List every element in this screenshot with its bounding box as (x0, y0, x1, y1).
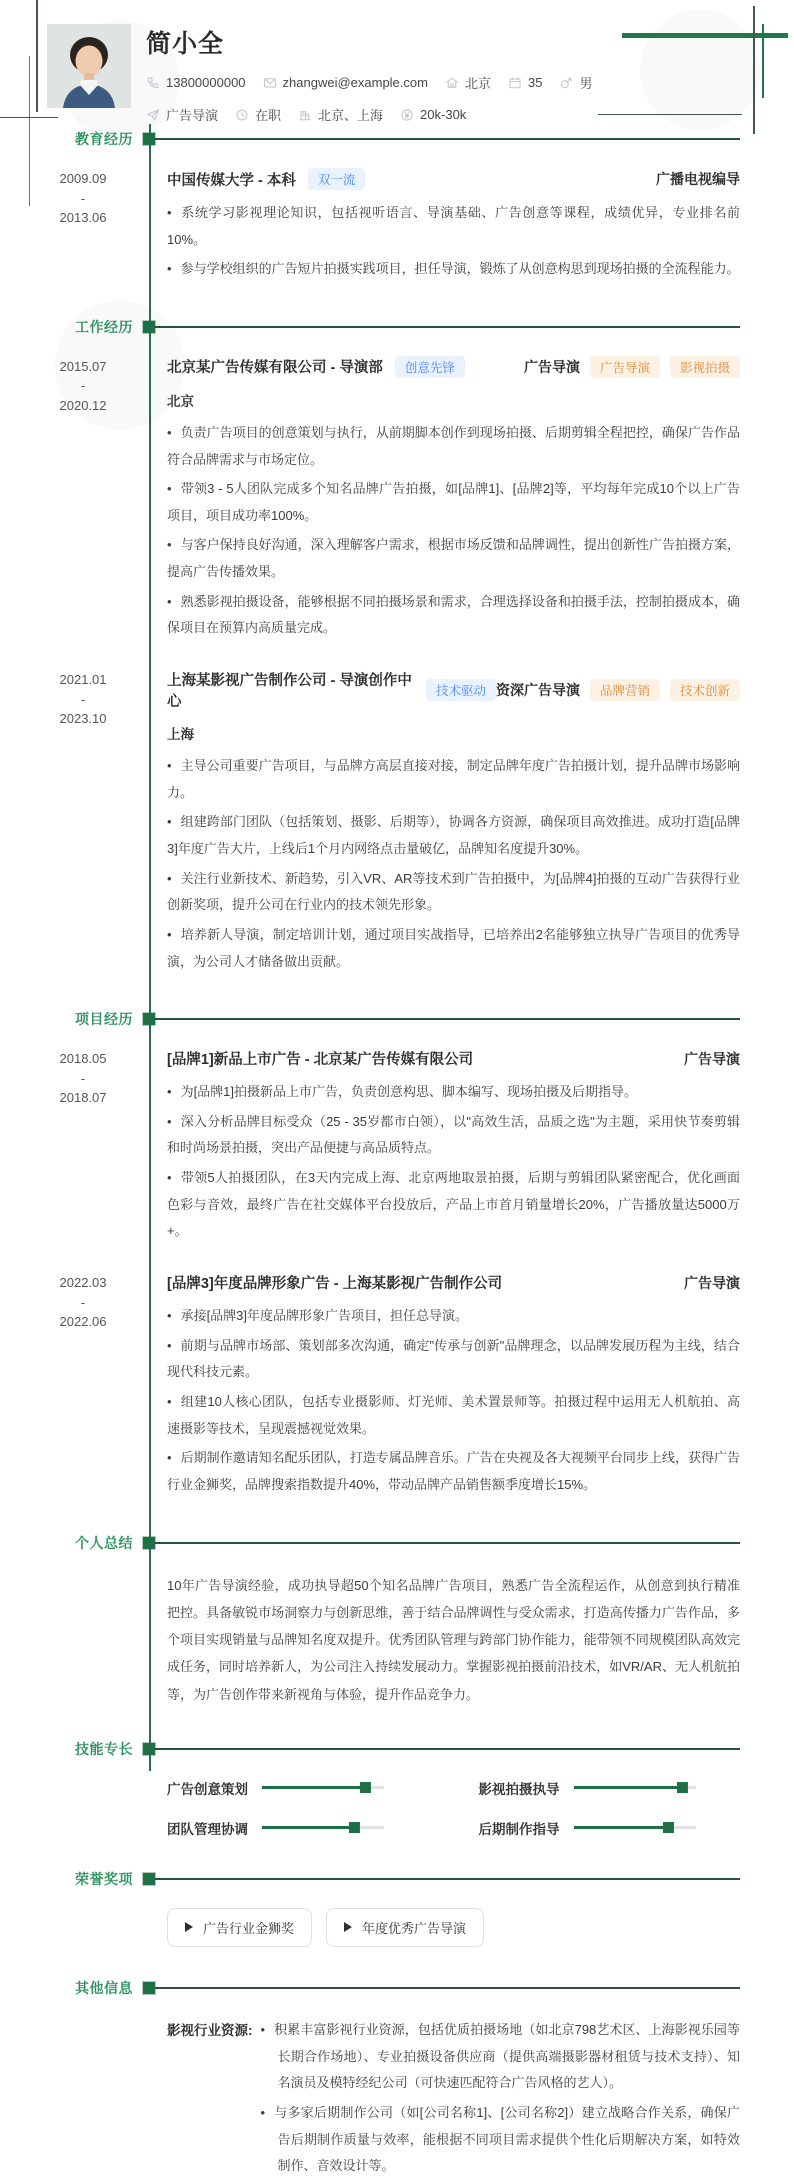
bullet-list (167, 420, 740, 642)
other-info-label: 影视行业资源: (167, 2022, 253, 2038)
section-divider-line (155, 1987, 740, 1989)
email-item (263, 75, 428, 90)
bullet-item: • 系统学习影视理论知识，包括视听语言、导演基础、广告创意等课程，成绩优异，专业排名前10%。 (167, 200, 740, 253)
entry-content (167, 1272, 740, 1501)
bullet-item: • 深入分析品牌目标受众（25 - 35岁都市白领），以"高效生活，品质之选"为主题，采用快节奏剪辑和时尚场景拍摄，突出产品便捷与高品质特点。 (167, 1109, 740, 1162)
skill-tag: 技术创新 (670, 679, 740, 701)
section-education (0, 130, 794, 286)
section-projects (0, 1010, 794, 1501)
bullet-item: • 参与学校组织的广告短片拍摄实践项目，担任导演，锻炼了从创意构思到现场拍摄的全流程能力。 (167, 256, 740, 283)
date-end: 2018.07 (59, 1090, 107, 1106)
bullet-list (167, 1079, 740, 1245)
profile-photo (47, 24, 131, 108)
phone-item (146, 75, 246, 90)
bullet-list (167, 1303, 740, 1498)
salary-item (400, 107, 466, 122)
section-header (0, 1534, 794, 1552)
bullet-item: • 培养新人导演，制定培训计划，通过项目实战指导，已培养出2名能够独立执导广告项目的优秀导演，为公司人才储备做出贡献。 (167, 922, 740, 975)
date-start: 2021.01 (59, 672, 107, 688)
date-start: 2018.05 (59, 1051, 107, 1067)
entry-header (167, 168, 740, 190)
entry-header (167, 1048, 740, 1069)
entry-header (167, 1272, 740, 1293)
skill-slider-handle[interactable] (663, 1822, 674, 1833)
skill-label: 影视拍摄执导 (478, 1781, 560, 1797)
honor-label: 年度优秀广告导演 (362, 1920, 467, 1936)
date-start: 2009.09 (59, 171, 107, 186)
skill-slider-handle[interactable] (349, 1822, 360, 1833)
status-icon (235, 108, 249, 122)
section-divider-line (155, 326, 740, 328)
date-separator: - (80, 1070, 86, 1086)
project-name: [品牌1]新品上市广告 - 北京某广告传媒有限公司 (167, 1052, 474, 1069)
company-name: 北京某广告传媒有限公司 - 导演部 (167, 360, 383, 377)
bullet-list (167, 200, 740, 283)
section-header (0, 1870, 794, 1888)
education-entry (0, 168, 794, 286)
bullet-item: • 组建10人核心团队，包括专业摄影师、灯光师、美术置景师等。拍摄过程中运用无人机航拍、高速摄影等技术，呈现震撼视觉效果。 (167, 1389, 740, 1442)
age-item (508, 75, 542, 90)
location-icon (445, 76, 459, 90)
bullet-item: • 与客户保持良好沟通，深入理解客户需求，根据市场反馈和品牌调性，提出创新性广告拍摄方案，提高广告传播效果。 (167, 532, 740, 585)
skill-slider[interactable] (262, 1786, 384, 1789)
bullet-item: • 承接[品牌3]年度品牌形象广告项目，担任总导演。 (167, 1303, 740, 1330)
bullet-list (261, 2017, 741, 2183)
bullet-item: • 积累丰富影视行业资源，包括优质拍摄场地（如北京798艺术区、上海影视乐园等长期合作场地）、专业拍摄设备供应商（提供高端摄影器材租赁与技术支持）、知名演员及模特经纪公司（可快速匹配符合广告风格的艺人）。 (261, 2017, 741, 2097)
phone-icon (146, 76, 160, 90)
entry-content (167, 669, 740, 978)
timeline-marker (143, 1982, 155, 1994)
honor-badge[interactable] (167, 1908, 312, 1947)
honor-list (167, 1908, 740, 1947)
date-end: 2013.06 (59, 210, 107, 225)
resume-body (0, 130, 794, 2183)
date-separator: - (80, 378, 86, 394)
entry-header (167, 356, 740, 378)
skill-slider-handle[interactable] (360, 1782, 371, 1793)
section-title: 个人总结 (75, 1534, 133, 1551)
other-info (167, 2017, 740, 2183)
section-title: 技能专长 (75, 1740, 133, 1757)
timeline-marker (143, 133, 155, 145)
section-header (0, 1740, 794, 1758)
section-title: 教育经历 (75, 131, 133, 147)
bullet-item: • 关注行业新技术、新趋势，引入VR、AR等技术到广告拍摄中，为[品牌4]拍摄的互动广告获得行业创新奖项，提升公司在行业内的技术领先形象。 (167, 866, 740, 919)
salary-value: 20k-30k (420, 107, 467, 122)
skill-row (479, 1818, 741, 1838)
skill-slider-fill (574, 1786, 684, 1789)
position-name: 资深广告导演 (495, 682, 580, 699)
portrait-illustration (47, 24, 131, 108)
work-location: 北京 (167, 393, 194, 409)
project-entry (0, 1048, 794, 1248)
header-info (146, 24, 609, 124)
date-range (0, 1272, 150, 1501)
section-title: 项目经历 (75, 1011, 133, 1028)
salary-icon (400, 108, 414, 122)
section-honors (0, 1870, 794, 1947)
section-header (0, 1979, 794, 1997)
section-title: 工作经历 (75, 318, 133, 335)
bullet-item: • 为[品牌1]拍摄新品上市广告，负责创意构思、脚本编写、现场拍摄及后期指导。 (167, 1079, 740, 1106)
school-name: 中国传媒大学 - 本科 (167, 172, 296, 189)
intention-row (146, 105, 609, 124)
city-item (298, 105, 383, 124)
bullet-item: • 熟悉影视拍摄设备，能够根据不同拍摄场景和需求，合理选择设备和拍摄手法，控制拍摄成本，确保项目在预算内高质量完成。 (167, 589, 740, 642)
position-name: 广告导演 (523, 358, 580, 375)
gender-value: 男 (579, 76, 593, 91)
work-entry (0, 356, 794, 645)
bullet-item: • 后期制作邀请知名配乐团队，打造专属品牌音乐。广告在央视及各大视频平台同步上线，获得广告行业金狮奖，品牌搜索指数提升40%，带动品牌产品销售额季度增长15%。 (167, 1445, 740, 1498)
job-intention-item (146, 105, 218, 124)
skill-slider-fill (262, 1786, 366, 1789)
timeline-marker (143, 1873, 155, 1885)
skill-tag: 影视拍摄 (670, 356, 740, 378)
age-value: 35 (527, 75, 543, 90)
phone-value: 13800000000 (166, 75, 246, 90)
skill-slider-fill (574, 1826, 669, 1829)
status-value: 在职 (255, 108, 282, 123)
age-icon (508, 76, 522, 90)
company-tag: 技术驱动 (426, 679, 496, 701)
project-role: 广告导演 (684, 1050, 740, 1067)
section-title: 其他信息 (75, 1979, 133, 1996)
skill-row (167, 1778, 429, 1798)
date-separator: - (80, 691, 86, 707)
section-divider-line (155, 138, 740, 140)
bullet-item: • 与多家后期制作公司（如[公司名称1]、[公司名称2]）建立战略合作关系，确保广告后期制作质量与效率，能根据不同项目需求提供个性化后期解决方案，如特效制作、音效设计等。 (261, 2100, 741, 2180)
email-value: zhangwei@example.com (282, 75, 428, 90)
location-item (445, 73, 491, 92)
bullet-item: • 组建跨部门团队（包括策划、摄影、后期等），协调各方资源，确保项目高效推进。成功打造[品牌3]年度广告大片，上线后1个月内网络点击量破亿，品牌知名度提升30%。 (167, 809, 740, 862)
play-icon (185, 1922, 193, 1932)
skill-tag: 品牌营销 (590, 679, 660, 701)
section-work (0, 318, 794, 978)
city-value: 北京、上海 (318, 108, 384, 123)
entry-content (167, 168, 740, 286)
date-separator: - (80, 190, 86, 206)
section-divider-line (155, 1018, 740, 1020)
date-separator: - (80, 1294, 86, 1310)
date-range (0, 669, 150, 978)
play-icon (344, 1922, 352, 1932)
bullet-item: • 前期与品牌市场部、策划部多次沟通，确定"传承与创新"品牌理念，以品牌发展历程为主线，结合现代科技元素。 (167, 1333, 740, 1386)
contact-row (146, 73, 609, 92)
skill-slider[interactable] (574, 1826, 696, 1829)
project-role: 广告导演 (684, 1274, 740, 1291)
timeline-marker (143, 321, 155, 333)
job-intention-value: 广告导演 (166, 108, 219, 123)
school-tag: 双一流 (308, 168, 366, 190)
summary-text: 10年广告导演经验，成功执导超50个知名品牌广告项目，熟悉广告全流程运作，从创意到执行精准把控。具备敏锐市场洞察力与创新思维，善于结合品牌调性与受众需求，打造高传播力广告作品，多个项目实现销量与品牌知名度双提升。优秀团队管理与跨部门协作能力，能带领不同规模团队高效完成任务，同时培养新人，为公司注入持续发展动力。掌握影视拍摄前沿技术，如VR/AR、无人机航拍等，为广告创作带来新视角与体验，提升作品竞争力。 (167, 1577, 740, 1702)
skill-label: 广告创意策划 (167, 1781, 248, 1797)
section-other (0, 1979, 794, 2183)
skills-grid (167, 1778, 740, 1838)
section-divider-line (155, 1878, 740, 1880)
skill-row (167, 1818, 429, 1838)
date-range (0, 356, 150, 645)
status-item (235, 105, 281, 124)
bullet-item: • 带领5人拍摄团队，在3天内完成上海、北京两地取景拍摄，后期与剪辑团队紧密配合，优化画面色彩与音效，最终广告在社交媒体平台投放后，产品上市首月销量增长20%，广告播放量达5000万+。 (167, 1165, 740, 1245)
timeline-marker (143, 1013, 155, 1025)
entry-content (167, 1048, 740, 1248)
gender-item (559, 73, 592, 92)
section-header (0, 1010, 794, 1028)
bullet-list (167, 753, 740, 975)
date-end: 2023.10 (59, 711, 107, 727)
entry-header (167, 669, 740, 711)
date-range (0, 1048, 150, 1248)
resume-header (0, 0, 794, 124)
skill-tag: 广告导演 (590, 356, 660, 378)
candidate-name: 简小全 (146, 30, 225, 58)
bullet-item: • 带领3 - 5人团队完成多个知名品牌广告拍摄，如[品牌1]、[品牌2]等，平均每年完成10个以上广告项目，项目成功率100%。 (167, 476, 740, 529)
location-value: 北京 (464, 76, 491, 91)
section-header (0, 318, 794, 336)
major-name: 广播电视编导 (656, 171, 740, 187)
skill-slider-handle[interactable] (677, 1782, 688, 1793)
date-end: 2022.06 (59, 1314, 107, 1330)
date-start: 2022.03 (59, 1275, 107, 1291)
section-divider-line (155, 1542, 740, 1544)
work-location: 上海 (167, 727, 194, 743)
work-entry (0, 669, 794, 978)
timeline-marker (143, 1743, 155, 1755)
section-skills (0, 1740, 794, 1838)
bullet-item: • 主导公司重要广告项目，与品牌方高层直接对接，制定品牌年度广告拍摄计划，提升品牌市场影响力。 (167, 753, 740, 806)
timeline-marker (143, 1537, 155, 1549)
job-intention-icon (146, 108, 160, 122)
skill-slider-fill (262, 1826, 355, 1829)
section-header (0, 130, 794, 148)
date-range (0, 168, 150, 286)
section-title: 荣誉奖项 (75, 1870, 133, 1887)
email-icon (263, 76, 277, 90)
project-name: [品牌3]年度品牌形象广告 - 上海某影视广告制作公司 (167, 1276, 503, 1293)
date-start: 2015.07 (59, 358, 107, 374)
skill-slider[interactable] (262, 1826, 384, 1829)
entry-content (167, 356, 740, 645)
skill-label: 团队管理协调 (167, 1821, 248, 1837)
company-name: 上海某影视广告制作公司 - 导演创作中心 (167, 673, 412, 711)
project-entry (0, 1272, 794, 1501)
honor-badge[interactable] (326, 1908, 484, 1947)
skill-row (479, 1778, 741, 1798)
company-tag: 创意先锋 (395, 356, 465, 378)
honor-label: 广告行业金狮奖 (203, 1920, 295, 1936)
gender-icon (559, 76, 573, 90)
section-divider-line (155, 1748, 740, 1750)
bullet-item: • 负责广告项目的创意策划与执行，从前期脚本创作到现场拍摄、后期剪辑全程把控，确保广告作品符合品牌需求与市场定位。 (167, 420, 740, 473)
skill-label: 后期制作指导 (478, 1821, 560, 1837)
city-icon (298, 108, 312, 122)
skill-slider[interactable] (574, 1786, 696, 1789)
section-summary (0, 1534, 794, 1708)
date-end: 2020.12 (59, 397, 107, 413)
